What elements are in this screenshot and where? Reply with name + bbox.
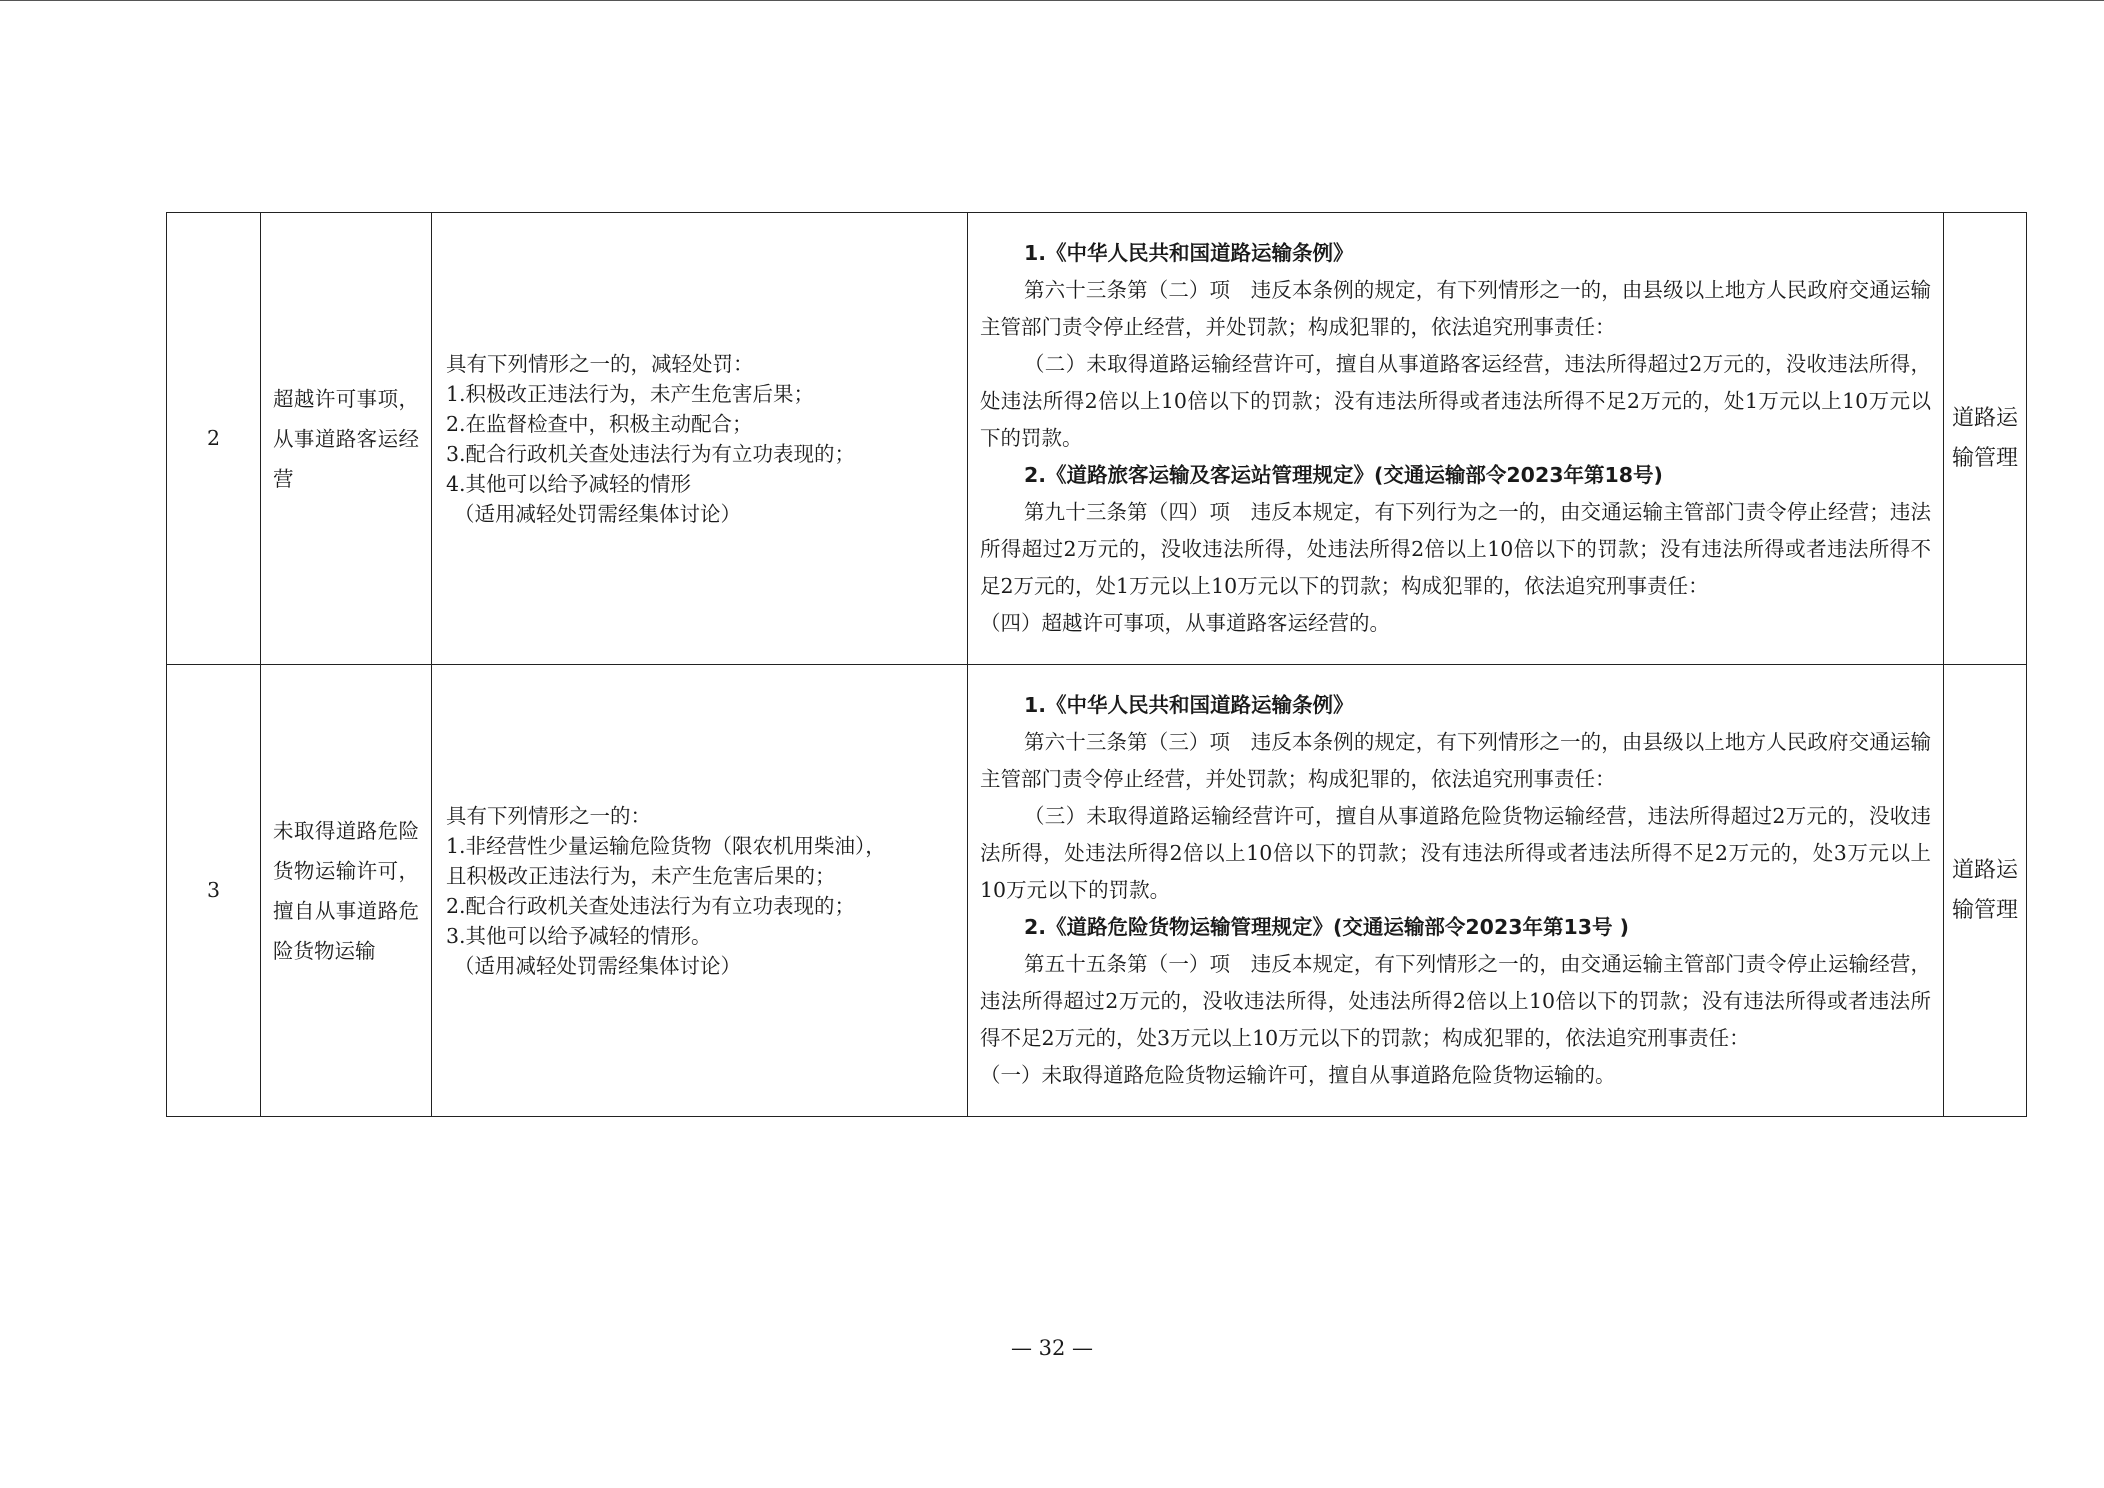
department: 道路运输管理	[1952, 857, 2019, 923]
top-border-line	[0, 0, 2104, 1]
condition-line: 1.非经营性少量运输危险货物（限农机用柴油），	[446, 833, 886, 858]
department: 道路运输管理	[1952, 405, 2019, 471]
basis-title: 1.《中华人民共和国道路运输条例》	[1024, 693, 1354, 717]
conditions-cell	[432, 213, 968, 665]
basis-title: 1.《中华人民共和国道路运输条例》	[1024, 241, 1354, 265]
basis-title: 2.《道路旅客运输及客运站管理规定》(交通运输部令2023年第18号)	[1024, 463, 1663, 487]
table-row	[167, 665, 2027, 1117]
condition-line: 具有下列情形之一的，减轻处罚：	[446, 351, 754, 376]
violation-item-cell	[261, 665, 432, 1117]
condition-line: 且积极改正违法行为，未产生危害后果的；	[446, 863, 836, 888]
basis-paragraph: 第六十三条第（二）项 违反本条例的规定，有下列情形之一的，由县级以上地方人民政府交通运输主管部门责令停止经营，并处罚款；构成犯罪的，依法追究刑事责任：	[980, 278, 1931, 339]
condition-line: 4.其他可以给予减轻的情形	[446, 471, 692, 496]
basis-paragraph: （三）未取得道路运输经营许可，擅自从事道路危险货物运输经营，违法所得超过2万元的，没收违法所得，处违法所得2倍以上10倍以下的罚款；没有违法所得或者违法所得不足2万元的，处3万元以上10万元以下的罚款。	[980, 804, 1931, 902]
condition-line: 1.积极改正违法行为，未产生危害后果；	[446, 381, 815, 406]
violation-item: 超越许可事项，从事道路客运经营	[273, 386, 419, 491]
condition-line: 2.在监督检查中，积极主动配合；	[446, 411, 753, 436]
table-row	[167, 213, 2027, 665]
condition-line: 2.配合行政机关查处违法行为有立功表现的；	[446, 893, 856, 918]
row-number: 2	[167, 213, 261, 665]
department-cell	[1944, 213, 2027, 665]
violation-item-cell	[261, 213, 432, 665]
conditions-note: （适用减轻处罚需经集体讨论）	[454, 501, 741, 526]
basis-paragraph: 第九十三条第（四）项 违反本规定，有下列行为之一的，由交通运输主管部门责令停止经营；违法所得超过2万元的，没收违法所得，处违法所得2倍以上10倍以下的罚款；没有违法所得或者违法所得不足2万元的，处1万元以上10万元以下的罚款；构成犯罪的，依法追究刑事责任：	[980, 500, 1931, 598]
department-cell	[1944, 665, 2027, 1117]
condition-line: 具有下列情形之一的：	[446, 803, 651, 828]
condition-line: 3.配合行政机关查处违法行为有立功表现的；	[446, 441, 856, 466]
condition-line: 3.其他可以给予减轻的情形。	[446, 923, 712, 948]
conditions-cell	[432, 665, 968, 1117]
basis-title: 2.《道路危险货物运输管理规定》(交通运输部令2023年第13号 )	[1024, 915, 1630, 939]
penalty-reduction-table	[166, 212, 2027, 1117]
conditions-note: （适用减轻处罚需经集体讨论）	[454, 953, 741, 978]
page-number: — 32 —	[1010, 1336, 1094, 1360]
legal-basis-cell	[968, 665, 1944, 1117]
basis-paragraph: （一）未取得道路危险货物运输许可，擅自从事道路危险货物运输的。	[980, 1063, 1616, 1087]
basis-paragraph: （四）超越许可事项，从事道路客运经营的。	[980, 611, 1390, 635]
row-number: 3	[167, 665, 261, 1117]
basis-paragraph: （二）未取得道路运输经营许可，擅自从事道路客运经营，违法所得超过2万元的，没收违法所得，处违法所得2倍以上10倍以下的罚款；没有违法所得或者违法所得不足2万元的，处1万元以上10万元以下的罚款。	[980, 352, 1931, 450]
basis-paragraph: 第五十五条第（一）项 违反本规定，有下列情形之一的，由交通运输主管部门责令停止运输经营，违法所得超过2万元的，没收违法所得，处违法所得2倍以上10倍以下的罚款；没有违法所得或者违法所得不足2万元的，处3万元以上10万元以下的罚款；构成犯罪的，依法追究刑事责任：	[980, 952, 1931, 1050]
violation-item: 未取得道路危险货物运输许可，擅自从事道路危险货物运输	[273, 818, 419, 963]
basis-paragraph: 第六十三条第（三）项 违反本条例的规定，有下列情形之一的，由县级以上地方人民政府交通运输主管部门责令停止经营，并处罚款；构成犯罪的，依法追究刑事责任：	[980, 730, 1931, 791]
legal-basis-cell	[968, 213, 1944, 665]
